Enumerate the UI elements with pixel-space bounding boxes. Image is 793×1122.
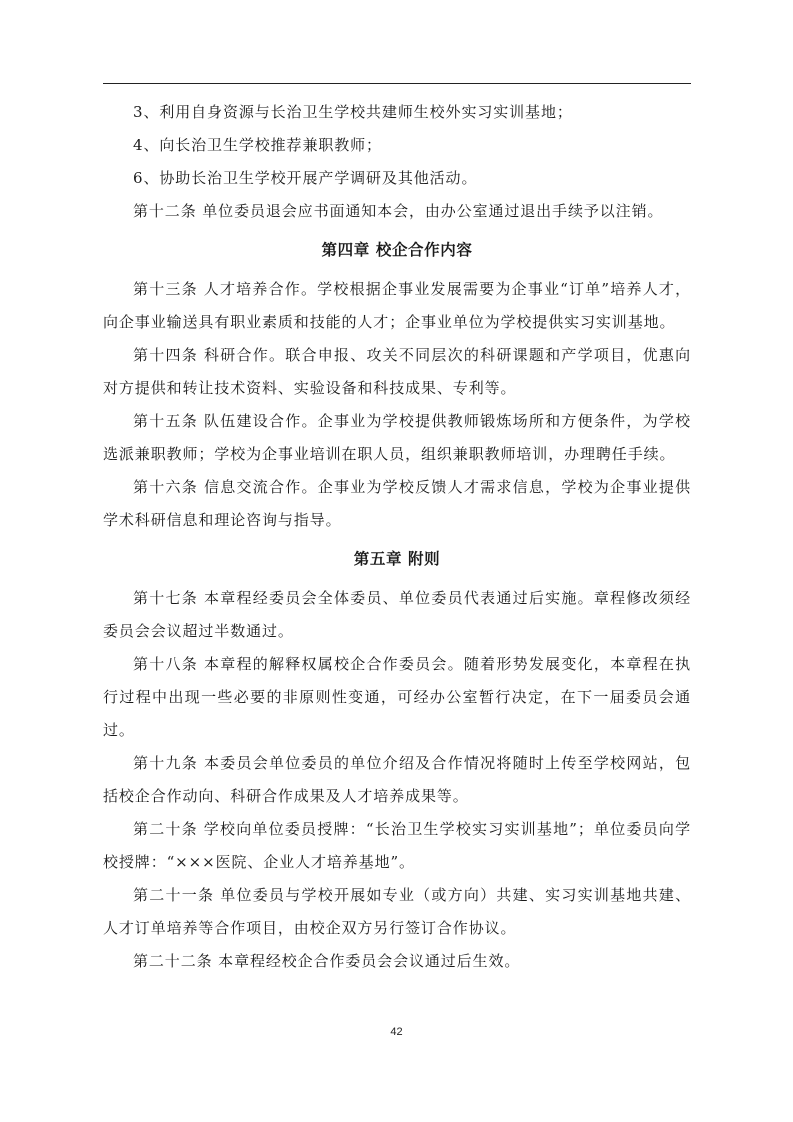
paragraph: 第二十二条 本章程经校企合作委员会会议通过后生效。 bbox=[133, 952, 521, 970]
paragraph: 6、协助长治卫生学校开展产学调研及其他活动。 bbox=[133, 169, 478, 187]
chapter-4-heading: 第四章 校企合作内容 bbox=[321, 241, 473, 259]
paragraph: 第十五条 队伍建设合作。企事业为学校提供教师锻炼场所和方便条件，为学校选派兼职教师；学校为企事业培训在职人员，组织兼职教师培训，办理聘任手续。 bbox=[103, 412, 691, 463]
paragraph: 第十七条 本章程经委员会全体委员、单位委员代表通过后实施。章程修改须经委员会会议超过半数通过。 bbox=[103, 589, 691, 640]
paragraph: 第十二条 单位委员退会应书面通知本会，由办公室通过退出手续予以注销。 bbox=[133, 202, 664, 220]
paragraph: 第十六条 信息交流合作。企事业为学校反馈人才需求信息，学校为企事业提供学术科研信息和理论咨询与指导。 bbox=[103, 478, 691, 529]
paragraph: 3、利用自身资源与长治卫生学校共建师生校外实习实训基地； bbox=[133, 103, 573, 121]
paragraph: 4、向长治卫生学校推荐兼职教师； bbox=[133, 136, 382, 154]
header-rule bbox=[103, 83, 691, 84]
paragraph: 第十四条 科研合作。联合申报、攻关不同层次的科研课题和产学项目，优惠向对方提供和转让技术资料、实验设备和科技成果、专利等。 bbox=[103, 346, 691, 397]
chapter-5-heading: 第五章 附则 bbox=[353, 550, 441, 568]
paragraph: 第十九条 本委员会单位委员的单位介绍及合作情况将随时上传至学校网站，包括校企合作动向、科研合作成果及人才培养成果等。 bbox=[103, 754, 691, 805]
paragraph: 第二十条 学校向单位委员授牌：“长治卫生学校实习实训基地”；单位委员向学校授牌：“×××医院、企业人才培养基地”。 bbox=[103, 820, 691, 871]
paragraph: 第二十一条 单位委员与学校开展如专业（或方向）共建、实习实训基地共建、人才订单培养等合作项目，由校企双方另行签订合作协议。 bbox=[103, 886, 691, 937]
paragraph: 第十八条 本章程的解释权属校企合作委员会。随着形势发展变化，本章程在执行过程中出现一些必要的非原则性变通，可经办公室暂行决定，在下一届委员会通过。 bbox=[103, 655, 691, 739]
paragraph: 第十三条 人才培养合作。学校根据企事业发展需要为企事业“订单”培养人才，向企事业输送具有职业素质和技能的人才；企事业单位为学校提供实习实训基地。 bbox=[103, 280, 691, 331]
document-body bbox=[103, 96, 691, 978]
page-number: 42 bbox=[390, 1026, 403, 1038]
